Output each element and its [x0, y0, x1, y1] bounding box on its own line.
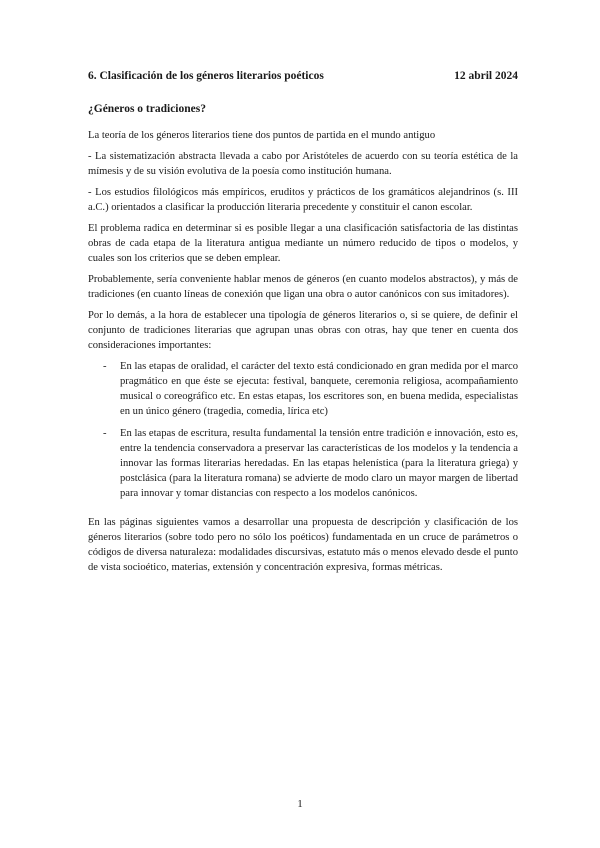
header-date: 12 abril 2024 [454, 70, 518, 82]
list-item [88, 359, 518, 419]
paragraph-closing: En las páginas siguientes vamos a desarrollar una propuesta de descripción y clasificación de los géneros literarios (sobre todo pero no sólo los poéticos) fundamentada en un cruce de parámetros o códigos de diversa naturaleza: modalidades discursivas, estatuto más o menos elevado desde el punto de vista socioético, materias, extensión y concentración expresiva, formas métricas. [88, 517, 518, 573]
list-item-text: En las etapas de escritura, resulta fundamental la tensión entre tradición e innovación, esto es, entre la tendencia conservadora a preservar las características de los modelos y la tendencia a innovar las formas literarias heredadas. En las etapas helenística (para la literatura griega) y postclásica (para la literatura romana) se advierte de modo claro un mayor margen de libertad para innovar y tomar distancias con respecto a los modelos canónicos. [120, 428, 518, 499]
list-marker: - [103, 361, 107, 372]
body-text [88, 128, 518, 581]
list-item [88, 426, 518, 501]
page-header [88, 70, 518, 82]
section-title: 6. Clasificación de los géneros literarios poéticos [88, 70, 324, 82]
paragraph-aristotle: - La sistematización abstracta llevada a cabo por Aristóteles de acuerdo con su teoría estética de la mímesis y de su visión evolutiva de la poesía como institución humana. [88, 151, 518, 177]
paragraph-intro: La teoría de los géneros literarios tiene dos puntos de partida en el mundo antiguo [88, 130, 436, 141]
paragraph-traditions: Probablemente, sería conveniente hablar menos de géneros (en cuanto modelos abstractos), y más de tradiciones (en cuanto líneas de conexión que ligan una obra o autor canónicos con sus imitadores). [88, 274, 518, 300]
list-marker: - [103, 428, 107, 439]
paragraph-problem: El problema radica en determinar si es posible llegar a una clasificación satisfactoria de las distintas obras de cada etapa de la literatura antigua mediante un número reducido de tipos o modelos, y cuales son los criterios que se deben emplear. [88, 223, 518, 264]
page-number: 1 [297, 798, 303, 810]
list-item-text: En las etapas de oralidad, el carácter del texto está condicionado en gran medida por el marco pragmático en que éste se ejecuta: festival, banquete, ceremonia religiosa, acompañamiento musical o coreográfico etc. En estas etapas, los escritores son, en buena medida, especialistas en un único género (tragedia, comedia, lírica etc) [120, 361, 518, 417]
paragraph-alexandrians: - Los estudios filológicos más empíricos, eruditos y prácticos de los gramáticos alejandrinos (s. III a.C.) orientados a clasificar la producción literaria precedente y constituir el canon escolar. [88, 187, 518, 213]
section-subtitle: ¿Géneros o tradiciones? [88, 103, 206, 115]
paragraph-considerations: Por lo demás, a la hora de establecer una tipología de géneros literarios o, si se quiere, de definir el conjunto de tradiciones literarias que agrupan unas obras con otras, hay que tener en cuenta dos consideraciones importantes: [88, 310, 518, 351]
considerations-list [88, 359, 518, 501]
